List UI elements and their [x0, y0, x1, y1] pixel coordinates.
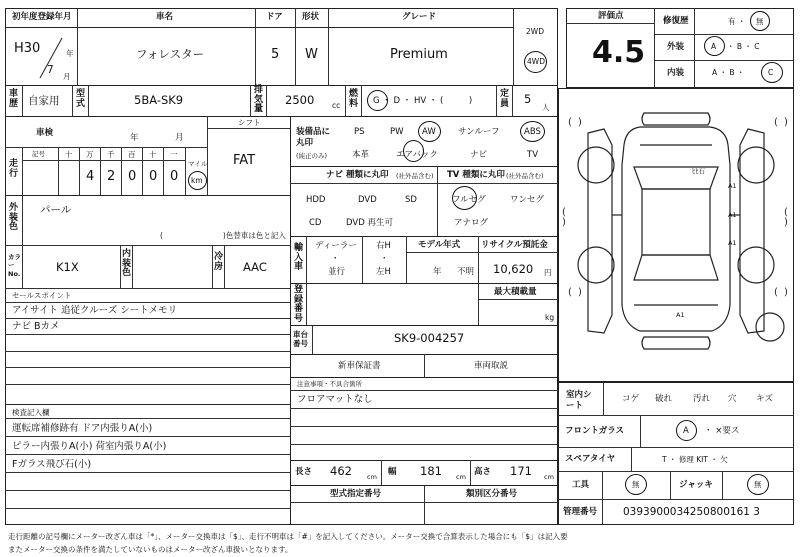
footer-note: またメーター交換の条件を満たしていないものはメーター改ざん車扱いとなります。: [8, 545, 293, 554]
rule: [478, 236, 479, 283]
rule: [306, 283, 307, 325]
tv-oneseg: ワンセグ: [510, 195, 545, 205]
door-value: 5: [271, 47, 280, 62]
rule: [290, 325, 558, 326]
rule: [602, 499, 603, 525]
svg-text:(: (: [568, 117, 572, 128]
exterior-label: 外装: [667, 42, 685, 52]
displacement-label: 排気量: [253, 85, 263, 115]
mgmt-no-label: 管理番号: [563, 507, 598, 517]
svg-text:): ): [562, 217, 566, 228]
rule: [132, 245, 133, 288]
import-dot: ・: [331, 254, 340, 264]
navi-hdd: HDD: [306, 195, 326, 205]
mgmt-no-value: 0393900034250800161 3: [623, 506, 760, 518]
rule: [266, 85, 267, 116]
shape-value: W: [305, 47, 318, 62]
import-left-h: 左H: [376, 267, 391, 277]
rule: [631, 447, 632, 471]
rule: [5, 418, 290, 419]
new-warranty: 新車保証書: [338, 361, 381, 371]
car-diagram: [560, 105, 792, 375]
rule: [654, 34, 794, 35]
jack-label: ジャッキ: [679, 480, 713, 490]
recycle-label: リサイクル預託金: [481, 240, 548, 250]
svg-text:(: (: [562, 207, 566, 218]
navi-cd: CD: [309, 218, 322, 228]
chassis-value: SK9-004257: [394, 331, 465, 345]
class-no-label: 類別区分番号: [466, 489, 518, 499]
rule: [290, 460, 558, 461]
height-value: 171: [510, 464, 532, 478]
equip-airbag: エアバック: [396, 150, 438, 160]
mileage-unit: 万: [86, 150, 94, 159]
rule: [558, 499, 794, 500]
rule: [5, 436, 290, 437]
tools-label: 工具: [572, 480, 590, 490]
rule: [424, 485, 425, 525]
rule: [290, 166, 558, 167]
interior-selected: C: [768, 68, 774, 77]
model-value: 5BA-SK9: [134, 93, 184, 107]
rule: [5, 318, 290, 319]
svg-text:): ): [784, 117, 788, 128]
spare-tire-label: スペアタイヤ: [565, 454, 616, 464]
inspection-month: 月: [175, 133, 184, 143]
rule: [496, 85, 497, 116]
rule: [558, 471, 794, 472]
door-label: ドア: [266, 12, 283, 22]
rule: [558, 447, 794, 448]
svg-text:(: (: [784, 207, 788, 218]
mileage-unit: 十: [65, 150, 73, 159]
rule: [290, 444, 558, 445]
tv-fullseg: フルセグ: [452, 195, 486, 205]
rule: [290, 426, 558, 427]
svg-text:): ): [784, 217, 788, 228]
notes-label: 注意事項・不具合箇所: [297, 380, 362, 388]
rule: [22, 160, 185, 161]
rule: [5, 351, 290, 352]
first-reg-month: 7: [47, 64, 54, 76]
equip-navi: ナビ: [470, 150, 488, 160]
rule: [77, 8, 78, 85]
rule: [5, 490, 290, 491]
tv-sub: (社外品含む): [506, 172, 544, 180]
mile-label: マイル: [188, 160, 208, 168]
rule: [654, 8, 655, 88]
height-label: 高さ: [474, 467, 492, 477]
rule: [5, 302, 290, 303]
svg-text:(: (: [774, 287, 778, 298]
vehicle-manual: 車両取説: [474, 361, 509, 371]
rule: [381, 460, 382, 485]
rule: [290, 390, 558, 391]
rule: [5, 147, 207, 148]
equip-tv: TV: [527, 150, 539, 160]
interior-label: 内装: [667, 68, 685, 78]
rule: [250, 85, 251, 116]
rule: [361, 85, 362, 116]
rule: [207, 128, 290, 129]
rule: [255, 8, 256, 85]
model-year-label: モデル年式: [418, 240, 461, 250]
mileage-unit: 百: [128, 150, 136, 159]
color-value: パール: [40, 204, 72, 216]
cm-unit: cm: [367, 473, 377, 481]
registration-label: 登録番号: [293, 285, 303, 325]
model-label: 型式: [75, 89, 85, 109]
rule: [142, 147, 143, 195]
damage-mark-chip: ﾋﾋ石: [692, 167, 705, 175]
interior-rest: A ・ B ・: [712, 68, 745, 77]
import-dealer: ディーラー: [315, 241, 357, 251]
width-label: 幅: [388, 467, 397, 477]
recycle-amount: 10,620: [493, 262, 534, 276]
import-dot: ・: [380, 254, 389, 264]
mileage-digit: 0: [128, 169, 137, 184]
tv-analog: アナログ: [454, 218, 489, 228]
sales-line: ナビ Bカメ: [12, 321, 60, 332]
mileage-digit: 4: [86, 169, 95, 184]
drive-4wd: 4WD: [527, 57, 545, 66]
cm-unit: cm: [544, 473, 554, 481]
damage-mark-a1: A1: [728, 239, 737, 247]
damage-mark-a1: A1: [728, 182, 737, 190]
model-year-unit: 年: [433, 267, 442, 277]
cc-unit: cc: [332, 101, 341, 110]
rule: [470, 460, 471, 485]
equipment-sub: (純正のみ): [296, 152, 328, 160]
rule: [512, 85, 513, 116]
color-label: 外装色: [8, 203, 18, 233]
mileage-symbol-label: 記号: [32, 150, 45, 158]
rule: [290, 408, 558, 409]
mileage-digit: 0: [170, 169, 179, 184]
year-unit: 年: [66, 49, 74, 58]
equip-sunroof: サンルーフ: [458, 127, 500, 137]
damage-mark-a1: A1: [728, 211, 737, 219]
spare-tire-items: T ・ 修理 KIT ・ 欠: [662, 455, 728, 464]
month-unit: 月: [63, 72, 71, 81]
rule: [345, 85, 346, 116]
rule: [22, 195, 23, 245]
rule: [22, 147, 23, 195]
equip-abs: ABS: [524, 127, 541, 137]
rule: [5, 116, 558, 117]
sales-label: セールスポイント: [12, 291, 72, 300]
color-no-value: K1X: [56, 260, 79, 274]
rule: [295, 8, 296, 85]
rule: [478, 283, 479, 325]
rule: [558, 415, 794, 416]
rule: [437, 166, 438, 236]
front-glass-rest: ・ ×要ス: [704, 426, 740, 436]
chassis-label: 車台番号: [293, 330, 308, 348]
score-value: 4.5: [592, 35, 646, 70]
rule: [22, 85, 23, 116]
jack-selected: 無: [754, 480, 762, 489]
svg-text:): ): [578, 287, 582, 298]
rule: [88, 85, 89, 116]
mileage-unit: 一: [170, 150, 178, 159]
footer-note: 走行距離の記号欄にメーター改ざん車は「*」、メーター交換車は「$」、走行不明車は「#」を記入してください。メーター交換で合算表示した場合にも「$」は記入要: [8, 532, 568, 541]
rule: [5, 334, 290, 335]
import-right-h: 右H: [376, 241, 391, 251]
model-year-unknown: 不明: [457, 267, 475, 277]
drive-2wd: 2WD: [526, 27, 544, 36]
sales-line: アイサイト 追従クルーズ シートメモリ: [12, 305, 178, 316]
rule: [603, 382, 604, 415]
rule: [58, 147, 59, 195]
equipment-label: 装備品に丸印: [296, 127, 331, 148]
car-name-label: 車名: [156, 12, 174, 22]
svg-text:(: (: [568, 287, 572, 298]
import-label: 輸入車: [293, 243, 303, 273]
rule: [328, 8, 329, 85]
fuel-label: 燃料: [348, 89, 358, 109]
rule: [722, 471, 723, 499]
interior-sheet-label: 室内シート: [566, 390, 592, 411]
rule: [224, 245, 225, 288]
rule: [5, 454, 290, 455]
sheet-item: コゲ: [622, 394, 640, 404]
interior-color-label: 内装色: [121, 249, 131, 279]
rule: [5, 404, 290, 405]
notes-value: フロアマットなし: [297, 394, 373, 405]
rule: [5, 195, 290, 196]
shape-label: 形状: [302, 12, 320, 22]
rule: [312, 325, 313, 354]
first-reg-label: 初年度登録年月: [12, 12, 72, 22]
rule: [290, 236, 558, 237]
tv-label: TV 種類に丸印: [447, 170, 505, 180]
repair-selected: 無: [756, 17, 764, 26]
rule: [640, 415, 641, 447]
inspector-line: 運転席補修跡有 ドア内張りA(小): [12, 423, 153, 434]
equip-aw: AW: [422, 127, 436, 137]
rule: [290, 377, 558, 378]
equip-ps: PS: [354, 127, 365, 137]
rule: [290, 183, 558, 184]
rule: [5, 27, 513, 28]
repair-options: 有 ・: [728, 17, 746, 26]
usage-label: 車歴: [8, 89, 18, 109]
svg-text:): ): [578, 117, 582, 128]
mileage-digit: 2: [107, 169, 116, 184]
yen-unit: 円: [544, 268, 552, 277]
rule: [100, 147, 101, 195]
fuel-options: G ・ D ・ HV ・ ( ): [373, 96, 473, 106]
rule: [5, 245, 290, 246]
color-no-label: カラーNo.: [8, 253, 21, 278]
rule: [5, 367, 290, 368]
rule: [22, 245, 23, 288]
first-reg-era: H30: [14, 41, 41, 56]
inspector-line: ピラー内張りA(小) 荷室内張りA(小): [12, 441, 167, 452]
exterior-selected: A: [711, 42, 717, 51]
displacement-value: 2500: [285, 93, 315, 107]
rule: [5, 508, 290, 509]
person-unit: 人: [542, 103, 550, 112]
inspector-label: 検査記入欄: [12, 408, 50, 417]
length-value: 462: [330, 464, 352, 478]
tools-selected: 無: [632, 480, 640, 489]
inspector-line: Fガラス飛び石(小): [12, 459, 92, 470]
sheet-item: 汚れ: [693, 394, 711, 404]
cm-unit: cm: [456, 473, 466, 481]
rule: [306, 236, 307, 283]
grade-value: Premium: [390, 47, 448, 62]
rule: [290, 283, 558, 284]
rule: [362, 236, 363, 283]
rule: [406, 236, 407, 283]
km-label: km: [191, 176, 203, 185]
rule: [694, 8, 695, 88]
sheet-item: 穴: [728, 394, 737, 404]
rule: [5, 472, 290, 473]
inspection-label: 車検: [36, 128, 54, 138]
navi-sub: (社外品含む): [396, 172, 434, 180]
ac-label: 冷房: [213, 252, 223, 272]
sheet-item: 破れ: [655, 394, 673, 404]
damage-mark-a1: A1: [676, 311, 685, 319]
rule: [406, 252, 558, 253]
import-parallel: 並行: [328, 267, 346, 277]
rule: [424, 354, 425, 377]
color-note: ( )色替車は色と記入: [160, 231, 286, 240]
mileage-digit: 0: [149, 169, 158, 184]
rule: [290, 116, 291, 525]
rule: [79, 147, 80, 195]
capacity-value: 5: [524, 92, 532, 106]
rule: [72, 85, 73, 116]
rule: [478, 299, 558, 300]
rule: [185, 147, 186, 195]
mileage-unit: 十: [149, 150, 157, 159]
svg-text:): ): [784, 287, 788, 298]
navi-dvd: DVD: [358, 195, 377, 205]
length-label: 長さ: [295, 467, 313, 477]
equip-pw: PW: [390, 127, 404, 137]
max-load-label: 最大積載量: [494, 287, 537, 297]
repair-label: 修復歴: [663, 16, 689, 26]
front-glass-label: フロントガラス: [565, 426, 624, 436]
type-no-label: 型式指定番号: [330, 489, 382, 499]
shift-label: シフト: [238, 118, 261, 127]
rule: [290, 502, 558, 503]
rule: [163, 147, 164, 195]
capacity-label: 定員: [499, 89, 509, 109]
ac-value: AAC: [243, 260, 267, 274]
rule: [5, 288, 290, 289]
shift-value: FAT: [233, 153, 256, 168]
mileage-label: 走行: [8, 159, 18, 179]
score-label: 評価点: [598, 11, 624, 21]
exterior-rest: ・ B ・ C: [727, 42, 760, 51]
usage-value: 自家用: [28, 95, 60, 107]
equip-leather: 本革: [352, 150, 370, 160]
inspection-year: 年: [130, 133, 139, 143]
rule: [670, 471, 671, 499]
car-name-value: フォレスター: [136, 47, 205, 61]
svg-text:(: (: [774, 117, 778, 128]
rule: [566, 23, 654, 24]
sheet-item: キズ: [756, 394, 773, 404]
rule: [5, 384, 290, 385]
kg-unit: kg: [545, 313, 555, 322]
width-value: 181: [420, 464, 442, 478]
navi-sd: SD: [405, 195, 417, 205]
rule: [121, 147, 122, 195]
grade-label: グレード: [402, 12, 437, 22]
front-glass-selected: A: [683, 426, 689, 436]
mileage-unit: 千: [107, 150, 115, 159]
rule: [654, 60, 794, 61]
rule: [602, 471, 603, 499]
rule: [513, 8, 514, 85]
navi-label: ナビ 種類に丸印: [326, 170, 389, 180]
navi-dvd-play: DVD 再生可: [346, 218, 393, 228]
